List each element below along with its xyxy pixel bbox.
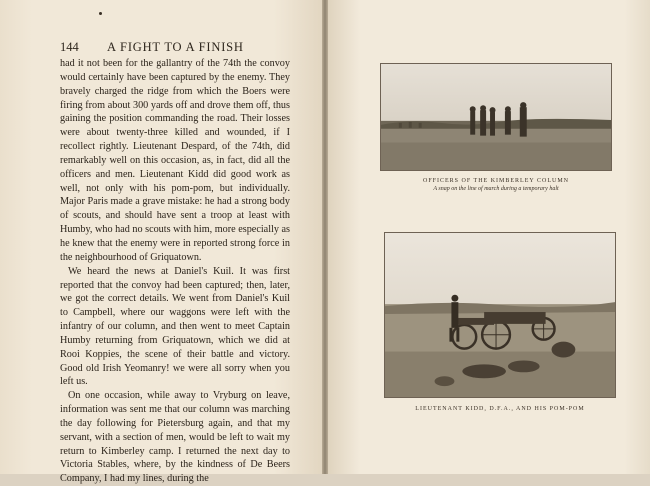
paragraph-1: had it not been for the gallantry of the 74th the convoy would certainly have been captured by the enemy. They bravely charged the ridge from which the Boers were firing from about 300 yards off and drove them off, thus gaining the position commanding the road. Their losses were about twenty-three killed and wounded, if I recollect rightly. Lieutenant Despard, of the 74th, did remarkably well on this occasion, as, in fact, did all the officers and men. Lieutenant Kidd did good work as well, not only with his pom-pom, but individually. Major Paris made a grave mistake: he had a strong body of scouts, and should have sent a troop at least with Humby, who had no scouts with him, more especially as he knew that the enemy were in reported strong force in the neighbourhood of Griquatown.: [60, 58, 290, 263]
page-mark: [99, 12, 102, 15]
page-number: 144: [60, 40, 79, 54]
pom-pom-photo: [384, 232, 616, 398]
paragraph-2: We heard the news at Daniel's Kuil. It was first reported that the convoy had been captured; then, later, we got the correct details. We went from Daniel's Kuil to Campbell, where our waggons were left with the infantry of our column, and then went to meet Captain Humby returning from Griquatown, which we did at Rooi Koppies, the scene of their battle and victory. Good old Irish Yeomanry! we were all sorry when you left us.: [60, 265, 290, 388]
paragraph-3: On one occasion, while away to Vryburg on leave, information was sent me that our column was marching the day following for Pietersburg again, and that my servant, with a section of men, would be left to wait my return to Kimberley camp. I returned the next day to Victoria Stables, where, by the kindness of De Beers Company, I had my lines, during the: [60, 390, 290, 485]
left-page-header: [60, 40, 290, 56]
running-title: A FIGHT TO A FINISH: [107, 40, 244, 54]
officers-photo-image: [380, 63, 612, 171]
body-text: [60, 57, 290, 486]
officers-caption-subtitle: A snap on the line of march during a temporary halt: [433, 186, 559, 192]
pom-pom-caption-title: LIEUTENANT KIDD, D.F.A., AND HIS POM-POM: [415, 406, 585, 412]
pom-pom-photo-image: [384, 232, 616, 398]
officers-photo: [380, 63, 612, 171]
officers-caption-title: OFFICERS OF THE KIMBERLEY COLUMN: [422, 178, 569, 184]
